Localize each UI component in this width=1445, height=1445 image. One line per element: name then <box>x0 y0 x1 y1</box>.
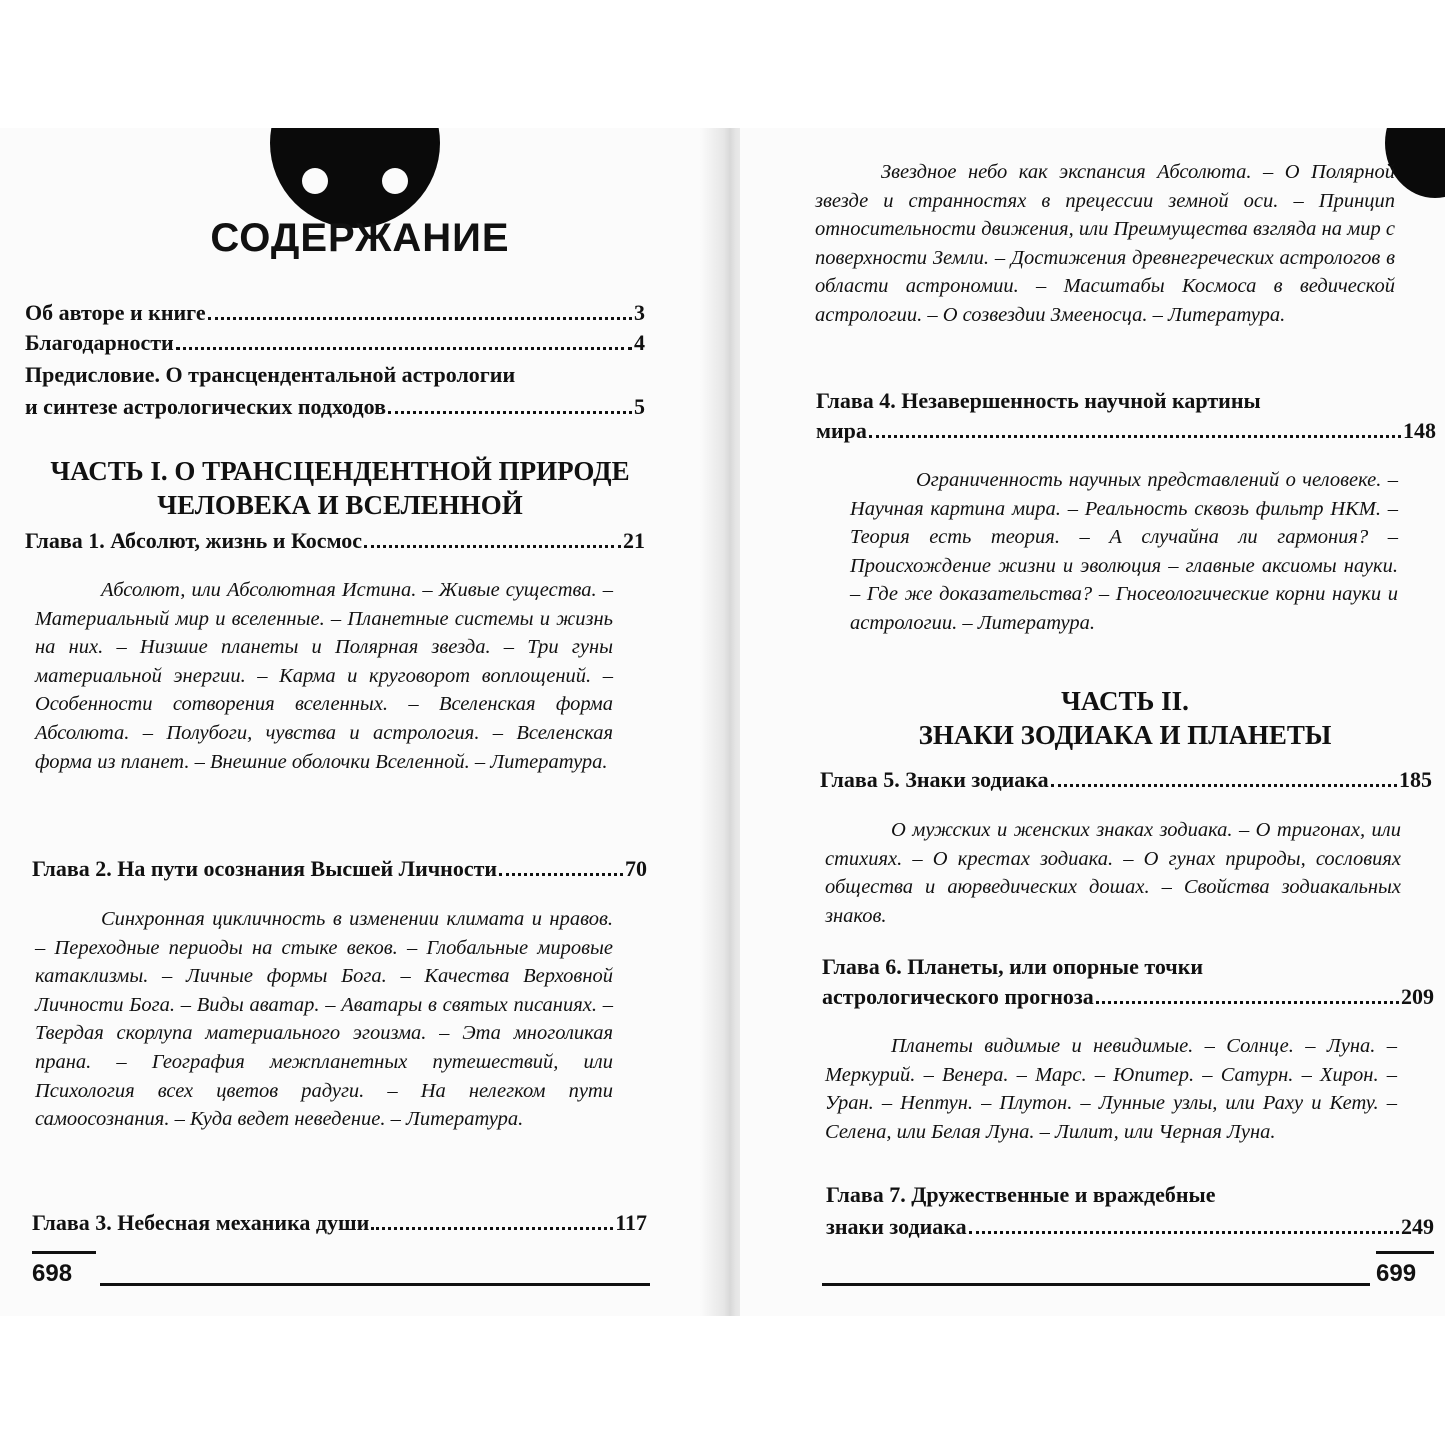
toc-entry-ch5: Глава 5. Знаки зодиака 185 <box>820 767 1432 792</box>
ch1-description: Абсолют, или Абсолютная Истина. – Живые существа. – Материальный мир и вселенные. – Планетные системы и жизнь на них. – Низшие планеты и Полярная звезда. – Три гуны материальной энергии. – Карма и круговорот воплощений. – Особенности сотворения вселенных. – Вселенская форма Абсолюта. – Полубоги, чувства и астрология. – Вселенская форма из планет. – Внешние оболочки Вселенной. – Литература. <box>35 579 613 773</box>
toc-entry-ch7: знаки зодиака 249 <box>826 1214 1434 1239</box>
page-number: 699 <box>1376 1260 1417 1287</box>
toc-entry-ch4: мира 148 <box>816 418 1436 443</box>
footer-rule-short <box>1376 1251 1434 1254</box>
yin-yang-icon <box>270 128 440 228</box>
toc-entry-ch3: Глава 3. Небесная механика души 117 <box>32 1210 647 1235</box>
toc-entry-about: Об авторе и книге 3 <box>25 300 645 325</box>
toc-entry-thanks: Благодарности 4 <box>25 330 645 355</box>
ch3-description: Звездное небо как экспансия Абсолюта. – О Полярной звезде и странностях в прецессии земной оси. – Принцип относительности движения, или Преимущества взгляда на мир с поверхности Земли. – Достижения древнегреческих астрологов в области астрономии. – Масштабы Космоса в ведической астрологии. – О созвездии Змееносца. – Литература. <box>815 161 1395 326</box>
footer-rule-long <box>822 1283 1370 1286</box>
toc-entry-ch6: астрологического прогноза 209 <box>822 984 1434 1009</box>
toc-ch6-line1: Глава 6. Планеты, или опорные точки <box>822 954 1204 979</box>
ch5-description: О мужских и женских знаках зодиака. – О тригонах, или стихиях. – О крестах зодиака. – О гунах природы, сословиях общества и аюрведических дошах. – Свойства зодиакальных знаков. <box>825 819 1401 927</box>
ch4-description: Ограниченность научных представлений о человеке. – Научная картина мира. – Реальность сквозь фильтр НКМ. – Теория есть теория. – А случайна ли гармония? – Происхождение жизни и эволюция – главные аксиомы науки. – Где же доказательства? – Гносеологические корни науки и астрологии. – Литература. <box>850 469 1398 634</box>
left-page <box>0 128 720 1316</box>
toc-entry-ch1: Глава 1. Абсолют, жизнь и Космос 21 <box>25 528 645 553</box>
toc-ch4-line1: Глава 4. Незавершенность научной картины <box>816 388 1261 413</box>
footer-rule-long <box>100 1283 650 1286</box>
toc-entry-ch2: Глава 2. На пути осознания Высшей Личности 70 <box>32 856 647 881</box>
part-2-heading: ЧАСТЬ II. ЗНАКИ ЗОДИАКА И ПЛАНЕТЫ <box>918 686 1332 750</box>
page-title: СОДЕРЖАНИЕ <box>210 216 510 260</box>
ch2-description: Синхронная цикличность в изменении климата и нравов. – Переходные периоды на стыке веков. – Глобальные мировые катаклизмы. – Личные формы Бога. – Качества Верховной Личности Бога. – Виды аватар. – Аватары в святых писаниях. – Твердая скорлупа материального эгоизма. – Эта многоликая прана. – География межпланетных путешествий, или Психология всех цветов радуги. – На нелегком пути самоосознания. – Куда ведет неведение. – Литература. <box>35 908 613 1131</box>
page-number: 698 <box>32 1260 73 1287</box>
part-1-heading: ЧАСТЬ I. О ТРАНСЦЕНДЕНТНОЙ ПРИРОДЕ ЧЕЛОВЕКА И ВСЕЛЕННОЙ <box>50 456 630 520</box>
toc-ch7-line1: Глава 7. Дружественные и враждебные <box>826 1182 1216 1207</box>
ch6-description: Планеты видимые и невидимые. – Солнце. – Луна. – Меркурий. – Венера. – Марс. – Юпитер. – Сатурн. – Хирон. – Уран. – Нептун. – Плутон. – Лунные узлы, или Раху и Кету. – Селена, или Белая Луна. – Лилит, или Черная Луна. <box>825 1035 1397 1143</box>
toc-preface-line1: Предисловие. О трансцендентальной астрологии <box>25 362 516 387</box>
footer-rule-short <box>32 1251 96 1254</box>
toc-entry-preface: и синтезе астрологических подходов 5 <box>25 394 645 419</box>
right-page <box>740 128 1445 1316</box>
